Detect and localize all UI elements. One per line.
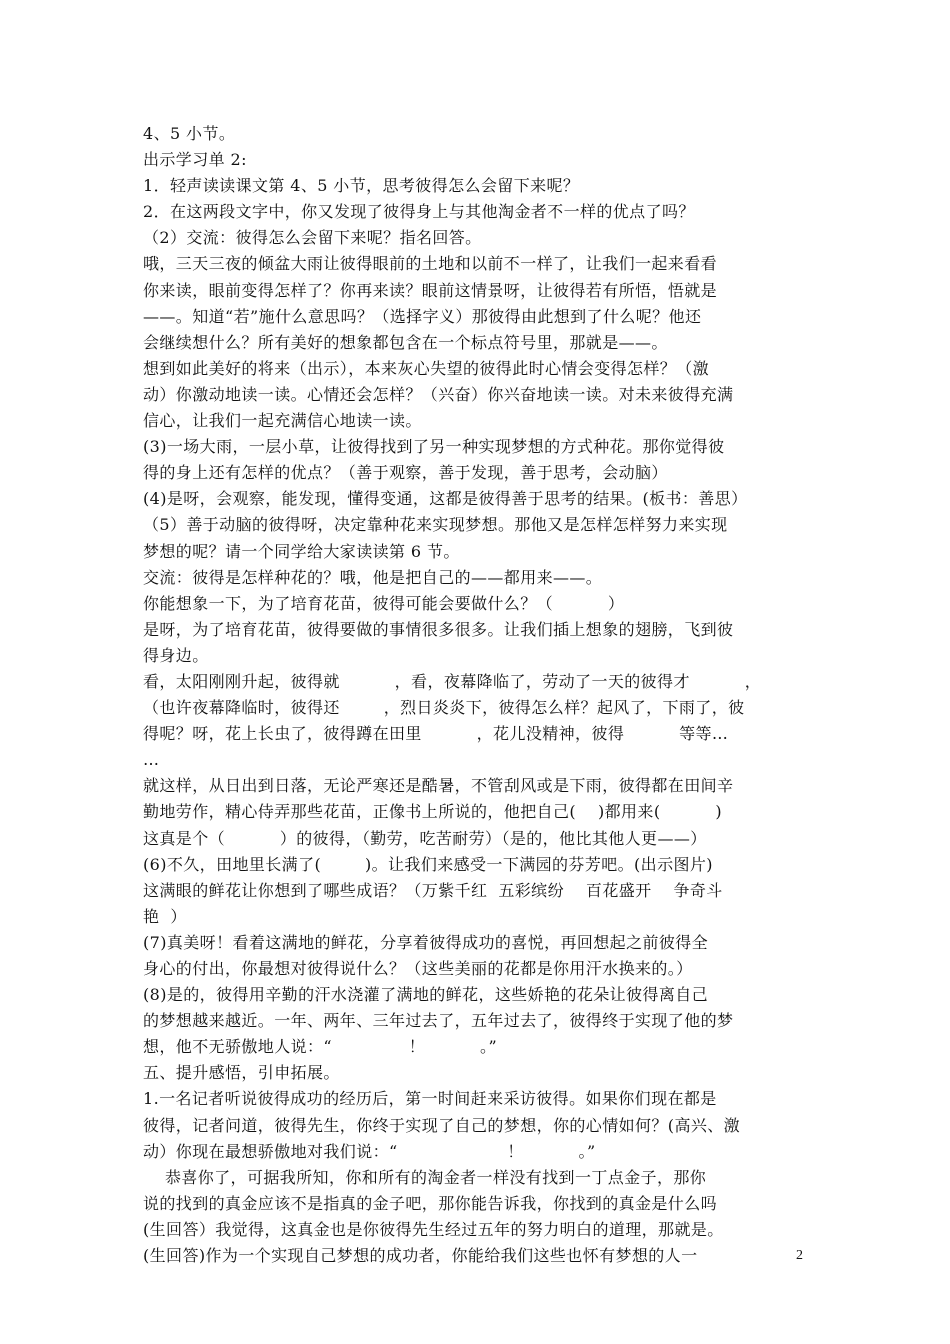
text-line: 想到如此美好的将来（出示），本来灰心失望的彼得此时心情会变得怎样？（激 [143,358,710,378]
text-line: 想，他不无骄傲地人说：“ ！ 。” [143,1037,498,1057]
text-line: 得呢？呀，花上长虫了，彼得蹲在田里 ，花儿没精神，彼得 等等… [143,724,729,744]
text-line: （也许夜幕降临时，彼得还 ，烈日炎炎下，彼得怎么样？起风了，下雨了，彼 [143,698,745,718]
text-line: 交流：彼得是怎样种花的？哦，他是把自己的——都用来——。 [143,567,603,587]
text-line: 2．在这两段文字中，你又发现了彼得身上与其他淘金者不一样的优点了吗？ [143,202,695,222]
text-line: 1．轻声读读课文第 4、5 小节，思考彼得怎么会留下来呢？ [143,176,580,196]
text-line: 信心，让我们一起充满信心地读一读。 [143,411,422,431]
text-line: 勤地劳作，精心侍弄那些花苗，正像书上所说的，他把自己( )都用来( ) [143,802,722,822]
page-number: 2 [796,1248,803,1263]
text-line: （5）善于动脑的彼得呀，决定靠种花来实现梦想。那他又是怎样怎样努力来实现 [143,515,728,535]
text-line: 的梦想越来越近。一年、两年、三年过去了，五年过去了，彼得终于实现了他的梦 [143,1011,734,1031]
text-line: (4)是呀，会观察，能发现，懂得变通，这都是彼得善于思考的结果。(板书：善思） [143,489,748,509]
text-line: (8)是的，彼得用辛勤的汗水浇灌了满地的鲜花，这些娇艳的花朵让彼得离自己 [143,985,709,1005]
text-line: 得身边。 [143,645,209,665]
text-line: 会继续想什么？所有美好的想象都包含在一个标点符号里，那就是——。 [143,332,668,352]
text-line: 就这样，从日出到日落，无论严寒还是酷暑，不管刮风或是下雨，彼得都在田间辛 [143,776,734,796]
text-line: 身心的付出，你最想对彼得说什么？（这些美丽的花都是你用汗水换来的。） [143,959,693,978]
text-line: 说的找到的真金应该不是指真的金子吧，那你能告诉我，你找到的真金是什么吗 [143,1193,718,1213]
text-line: 1.一名记者听说彼得成功的经历后，第一时间赶来采访彼得。如果你们现在都是 [143,1089,717,1109]
text-line: 动）你现在最想骄傲地对我们说：“ ！ 。” [143,1141,596,1161]
text-line: 出示学习单 2: [143,150,247,170]
text-line: 4、5 小节。 [143,124,236,143]
text-line: 这真是个（ ）的彼得，（勤劳，吃苦耐劳）（是的，他比其他人更——） [143,828,707,848]
text-line: … [143,750,160,770]
text-line: 恭喜你了，可据我所知，你和所有的淘金者一样没有找到一丁点金子，那你 [143,1167,707,1187]
text-line: 是呀，为了培育花苗，彼得要做的事情很多很多。让我们插上想象的翅膀，飞到彼 [143,619,734,639]
text-line: 梦想的呢？请一个同学给大家读读第 6 节。 [143,541,460,561]
text-line: 看，太阳刚刚升起，彼得就 ，看，夜幕降临了，劳动了一天的彼得才 ， [143,671,762,691]
text-line: 你能想象一下，为了培育花苗，彼得可能会要做什么？（ ） [143,593,625,613]
text-line: （2）交流：彼得怎么会留下来呢？指名回答。 [143,228,482,248]
text-line: 哦，三天三夜的倾盆大雨让彼得眼前的土地和以前不一样了，让我们一起来看看 [143,254,718,274]
text-line: 五、提升感悟，引申拓展。 [143,1063,340,1083]
text-line: (生回答)作为一个实现自己梦想的成功者，你能给我们这些也怀有梦想的人一 [143,1246,698,1266]
text-line: 动）你激动地读一读。心情还会怎样？（兴奋）你兴奋地读一读。对未来彼得充满 [143,384,734,404]
document-body [143,121,811,1269]
text-line: 彼得，记者问道，彼得先生，你终于实现了自己的梦想，你的心情如何？(高兴、激 [143,1115,741,1135]
text-line: ——。知道“若”施什么意思吗？（选择字义）那彼得由此想到了什么呢？他还 [143,306,702,326]
text-line: 你来读，眼前变得怎样了？你再来读？眼前这情景呀，让彼得若有所悟，悟就是 [143,280,718,300]
text-line: (7)真美呀！看着这满地的鲜花，分享着彼得成功的喜悦，再回想起之前彼得全 [143,932,709,952]
text-line: 得的身上还有怎样的优点？（善于观察，善于发现，善于思考，会动脑） [143,463,668,483]
text-line: (6)不久，田地里长满了( )。让我们来感受一下满园的芬芳吧。(出示图片) [143,854,713,874]
text-line: (3)一场大雨，一层小草，让彼得找到了另一种实现梦想的方式种花。那你觉得彼 [143,437,725,457]
text-line: 艳 ） [143,906,187,926]
text-line: 这满眼的鲜花让你想到了哪些成语？（万紫千红 五彩缤纷 百花盛开 争奇斗 [143,880,723,900]
text-line: (生回答）我觉得，这真金也是你彼得先生经过五年的努力明白的道理，那就是。 [143,1219,724,1239]
